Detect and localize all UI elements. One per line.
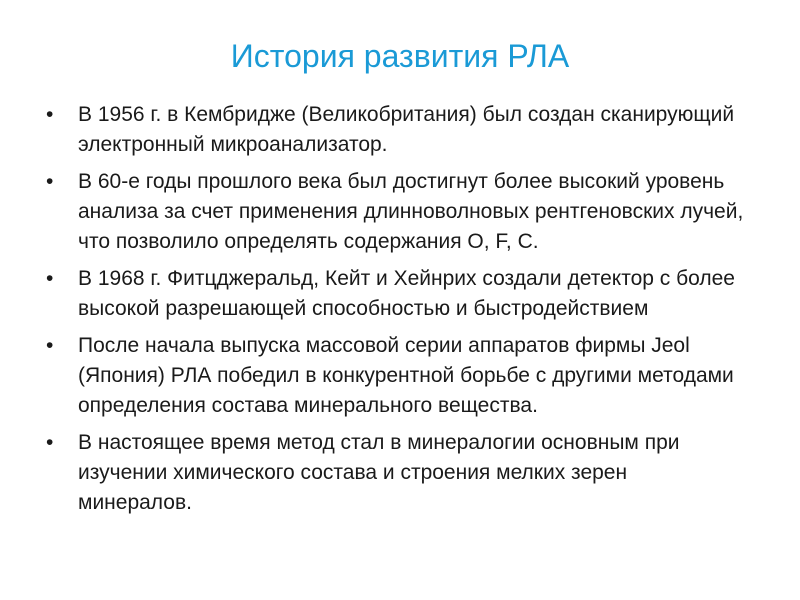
bullet-item-3 xyxy=(46,264,746,324)
bullet-icon: • xyxy=(46,334,54,357)
bullet-icon: • xyxy=(46,431,54,454)
slide-title: История развития РЛА xyxy=(230,38,570,74)
bullet-text-5: В настоящее время метод стал в минералогии основным при изучении химического состава и строения мелких зерен минералов. xyxy=(78,431,680,514)
bullet-list xyxy=(46,100,746,525)
bullet-icon: • xyxy=(46,267,54,290)
bullet-text-2: В 60-е годы прошлого века был достигнут более высокий уровень анализа за счет применения длинноволновых рентгеновских лучей, что позволило определять содержания O, F, C. xyxy=(78,170,744,253)
bullet-icon: • xyxy=(46,103,54,126)
bullet-item-4 xyxy=(46,331,746,421)
bullet-text-1: В 1956 г. в Кембридже (Великобритания) был создан сканирующий электронный микроанализатор. xyxy=(78,103,735,156)
bullet-item-5 xyxy=(46,428,746,518)
bullet-icon: • xyxy=(46,170,54,193)
bullet-item-1 xyxy=(46,100,746,160)
bullet-text-4: После начала выпуска массовой серии аппаратов фирмы Jeol (Япония) РЛА победил в конкурентной борьбе с другими методами определения состава минерального вещества. xyxy=(78,334,734,417)
bullet-text-3: В 1968 г. Фитцджеральд, Кейт и Хейнрих создали детектор с более высокой разрешающей способностью и быстродействием xyxy=(78,267,735,320)
bullet-item-2 xyxy=(46,167,746,257)
